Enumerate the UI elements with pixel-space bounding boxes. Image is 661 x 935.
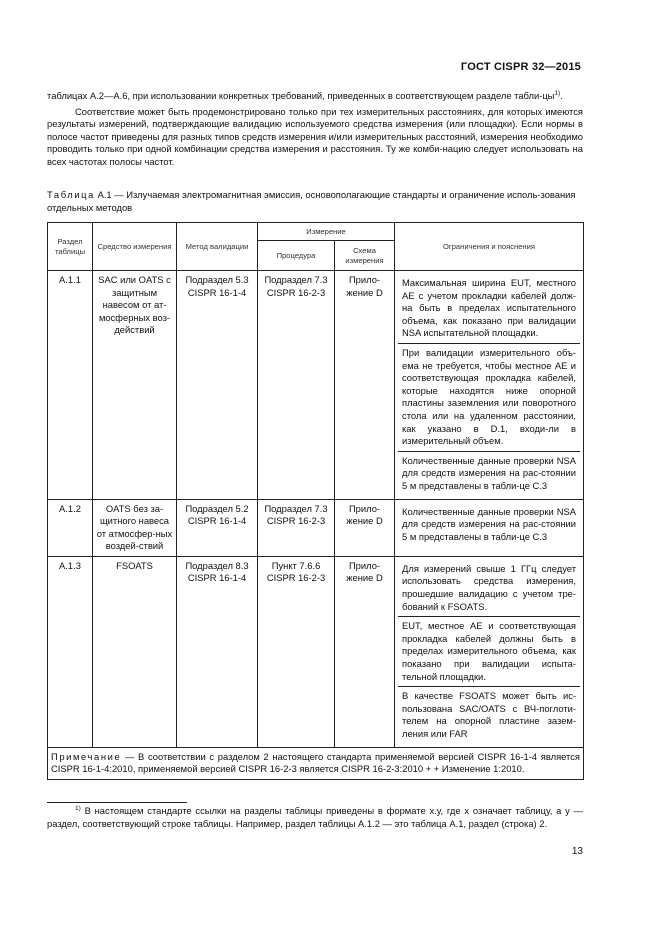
limits-item: Количественные данные проверки NSA для средств измерения на рас-стоянии 5 м представлены в табли-це С.3	[398, 451, 580, 496]
cell-limits	[395, 271, 584, 500]
intro-text	[47, 90, 583, 169]
cell-validation: Подраздел 8.3 CISPR 16-1-4	[177, 556, 258, 747]
table-note-text: — В соответствии с разделом 2 настоящего стандарта применяемой версией CISPR 16-1-4 является CISPR 16-1-4:2010, применяемой версией CISPR 16-2-3 является CISPR 16-2-3:2010 + + Изменение 1:2010.	[51, 750, 580, 775]
emission-table	[47, 222, 584, 780]
cell-validation: Подраздел 5.2 CISPR 16-1-4	[177, 499, 258, 556]
footnote-divider	[47, 802, 187, 803]
cell-facility: SAC или OATS с защитным навесом от ат-мосферных воз-действий	[93, 271, 177, 500]
cell-validation: Подраздел 5.3 CISPR 16-1-4	[177, 271, 258, 500]
cell-scheme: Прило-жение D	[335, 556, 395, 747]
limits-item: При валидации измерительного объ-ема не требуется, чтобы местное AE и соответствующая прокладка кабелей, которые находятся ниже опорной пластины заземления или поворотного стола или на удаленном расстоянии, как указано в D.1, входи-ли в измерительный объем.	[398, 343, 580, 451]
cell-scheme: Прило-жение D	[335, 499, 395, 556]
cell-section: А.1.3	[48, 556, 93, 747]
table-note	[48, 747, 584, 779]
table-note-label: Примечание	[51, 750, 122, 762]
table-row	[48, 271, 584, 500]
footnote	[47, 805, 583, 830]
cell-procedure: Пункт 7.6.6 CISPR 16-2-3	[258, 556, 335, 747]
footnote-text: В настоящем стандарте ссылки на разделы таблицы приведены в формате х.у, где х означает таблицу, а у — раздел, соответствующий строке таблицы. Например, раздел таблицы А.1.2 — это таблица А.1, раздел (строка) 2.	[47, 805, 583, 829]
cell-facility: OATS без за-щитного навеса от атмосфер-ных воздей-ствий	[93, 499, 177, 556]
table-caption-number: А.1	[97, 189, 112, 200]
cell-section: А.1.1	[48, 271, 93, 500]
footnote-ref: 1)	[554, 89, 561, 97]
limits-item: Для измерений свыше 1 ГГц следует использовать средства измерения, прошедшие валидацию с учетом тре-бований к FSOATS.	[402, 562, 576, 612]
table-row	[48, 556, 584, 747]
cell-limits	[395, 499, 584, 556]
header-measurement: Измерение	[258, 223, 395, 241]
cell-section: А.1.2	[48, 499, 93, 556]
limits-item: Максимальная ширина EUT, местного AE с учетом прокладки кабелей долж-на быть в пределах испытательного объема, как показано при валидации NSA испытательной площадки.	[402, 277, 576, 339]
footnote-mark: 1)	[75, 804, 81, 812]
cell-facility: FSOATS	[93, 556, 177, 747]
limits-item: EUT, местное AE и соответствующая прокладка кабелей должны быть в пределах измерительного объема, как показано при валидации испыта-тельной площадки.	[398, 616, 580, 686]
table-note-row	[48, 747, 584, 779]
table-row	[48, 499, 584, 556]
cell-procedure: Подраздел 7.3 CISPR 16-2-3	[258, 499, 335, 556]
table-caption-text: — Излучаемая электромагнитная эмиссия, основополагающие стандарты и ограничение исполь-зования отдельных методов	[47, 189, 576, 213]
intro-paragraph-2: Соответствие может быть продемонстрировано только при тех измерительных расстояниях, для которых имеются результаты измерений, подтверждающие валидацию используемого средства измерения (или площадки). Если нормы в полосе частот приведены для разных типов средств измерения и/или измерительных расстояний, измерения необходимо проводить только при одной комбинации средства измерения и расстояния. Ту же комби-нацию следует использовать на всех частотах полосы частот.	[47, 105, 583, 167]
cell-procedure: Подраздел 7.3 CISPR 16-2-3	[258, 271, 335, 500]
intro-paragraph-1: таблицах А.2—А.6, при использовании конкретных требований, приведенных в соответствующем разделе табли-$цы^{1)}$.	[47, 89, 563, 101]
header-facility: Средство измерения	[93, 223, 177, 271]
header-limits: Ограничения и пояснения	[395, 223, 584, 271]
table-caption-label: Таблица	[47, 189, 95, 200]
standard-header: ГОСТ CISPR 32—2015	[460, 61, 581, 73]
cell-scheme: Прило-жение D	[335, 271, 395, 500]
header-validation: Метод валидации	[177, 223, 258, 271]
limits-item: В качестве FSOATS может быть ис-пользована SAC/OATS с ВЧ-поглоти-телем на опорной пластине зазем-ления или FAR	[398, 686, 580, 743]
cell-limits	[395, 556, 584, 747]
page-number: 13	[571, 846, 583, 857]
header-procedure: Процедура	[258, 241, 335, 271]
limits-item: Количественные данные проверки NSA для средств измерения на рас-стоянии 5 м представлены в табли-це С.3	[402, 505, 576, 542]
table-caption	[47, 189, 583, 214]
header-section: Раздел таблицы	[48, 223, 93, 271]
header-scheme: Схема измерения	[335, 241, 395, 271]
